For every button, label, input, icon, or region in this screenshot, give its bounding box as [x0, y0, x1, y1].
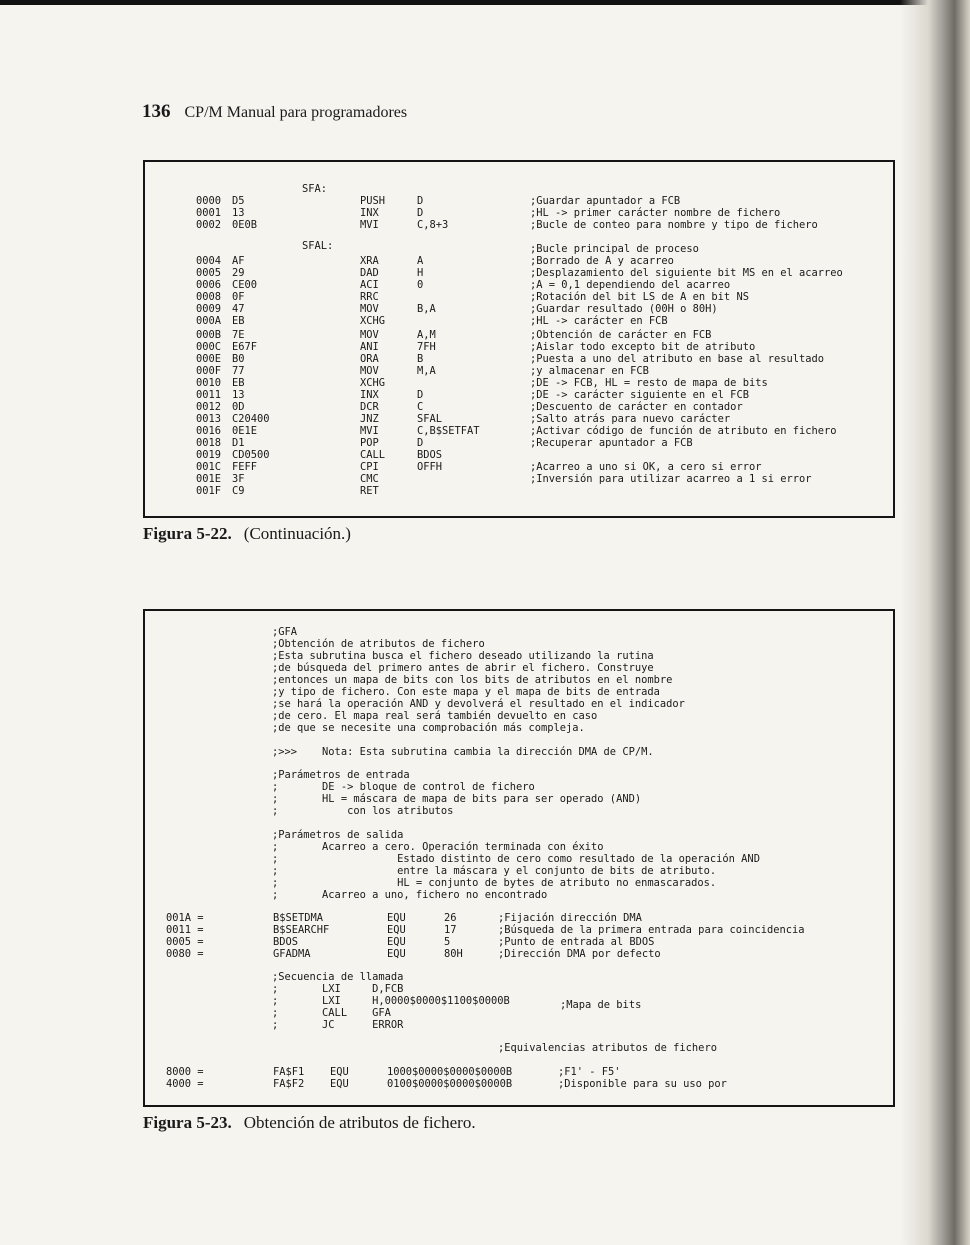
address: 0016 — [196, 425, 222, 437]
address: 0008 — [196, 291, 222, 303]
code-comment: ;de búsqueda del primero antes de abrir el fichero. Construye — [272, 662, 654, 674]
equate-value: 0011 = — [166, 924, 204, 936]
opcode-bytes: 77 — [232, 365, 245, 377]
equate-value: 8000 = — [166, 1066, 204, 1078]
code-comment: ;DE -> carácter siguiente en el FCB — [530, 389, 749, 401]
address: 000F — [196, 365, 222, 377]
opcode-bytes: CE00 — [232, 279, 258, 291]
mnemonic: ACI — [360, 279, 379, 291]
operand: 0 — [417, 279, 424, 291]
code-comment: ;Aislar todo excepto bit de atributo — [530, 341, 756, 353]
code-comment: ;Puesta a uno del atributo en base al resultado — [530, 353, 825, 365]
code-comment: ;Inversión para utilizar acarreo a 1 si error — [530, 473, 812, 485]
mnemonic: PUSH — [360, 195, 386, 207]
code-label: SFA: — [302, 183, 328, 195]
mnemonic: MOV — [360, 329, 379, 341]
figure-caption-text: (Continuación.) — [243, 524, 351, 543]
address: 000C — [196, 341, 222, 353]
code-comment: ; Acarreo a uno, fichero no encontrado — [272, 889, 548, 901]
address: 0012 — [196, 401, 222, 413]
opcode-bytes: B0 — [232, 353, 245, 365]
mnemonic: MVI — [360, 425, 379, 437]
code-comment: ;de que se necesite una comprobación más compleja. — [272, 722, 585, 734]
mnemonic: MOV — [360, 303, 379, 315]
code-comment: ; JC ERROR — [272, 1019, 404, 1031]
code-comment: ;Desplazamiento del siguiente bit MS en el acarreo — [530, 267, 843, 279]
operand: 7FH — [417, 341, 436, 353]
code-comment: ;Obtención de atributos de fichero — [272, 638, 485, 650]
figure-caption-text: Obtención de atributos de fichero. — [243, 1113, 476, 1132]
code-comment: ;Activar código de función de atributo en fichero — [530, 425, 837, 437]
address: 0009 — [196, 303, 222, 315]
operand: 5 — [444, 936, 451, 948]
address: 0019 — [196, 449, 222, 461]
opcode-bytes: CD0500 — [232, 449, 270, 461]
mnemonic: EQU — [387, 948, 406, 960]
opcode-bytes: 0E0B — [232, 219, 258, 231]
code-comment: ; Acarreo a cero. Operación terminada con éxito — [272, 841, 604, 853]
code-comment: ;y almacenar en FCB — [530, 365, 649, 377]
operand: A,M — [417, 329, 436, 341]
code-comment: ;Acarreo a uno si OK, a cero si error — [530, 461, 762, 473]
code-comment: ;se hará la operación AND y devolverá el resultado en el indicador — [272, 698, 685, 710]
address: 001F — [196, 485, 222, 497]
operand: B — [417, 353, 424, 365]
address: 001E — [196, 473, 222, 485]
operand: D — [417, 195, 424, 207]
mnemonic: XCHG — [360, 315, 386, 327]
figure-label: Figura 5-23. — [143, 1113, 232, 1132]
opcode-bytes: 13 — [232, 207, 245, 219]
code-comment: ;Obtención de carácter en FCB — [530, 329, 712, 341]
code-comment: ;Guardar apuntador a FCB — [530, 195, 681, 207]
mnemonic: EQU — [387, 936, 406, 948]
operand: BDOS — [417, 449, 443, 461]
address: 001C — [196, 461, 222, 473]
opcode-bytes: 7E — [232, 329, 245, 341]
operand: A — [417, 255, 424, 267]
code-comment: ;Bucle principal de proceso — [530, 243, 699, 255]
opcode-bytes: 13 — [232, 389, 245, 401]
code-comment: ;>>> Nota: Esta subrutina cambia la dirección DMA de CP/M. — [272, 746, 654, 758]
code-comment: ;Rotación del bit LS de A en bit NS — [530, 291, 749, 303]
operand: H — [417, 267, 424, 279]
mnemonic: ORA — [360, 353, 379, 365]
code-comment: ;Parámetros de salida — [272, 829, 404, 841]
code-comment: ;Secuencia de llamada — [272, 971, 404, 983]
operand: 1000$0000$0000$0000B — [387, 1066, 513, 1078]
code-comment: ; HL = conjunto de bytes de atributo no enmascarados. — [272, 877, 717, 889]
code-comment: ;Equivalencias atributos de fichero — [498, 1042, 717, 1054]
address: 0005 — [196, 267, 222, 279]
code-comment: ;DE -> FCB, HL = resto de mapa de bits — [530, 377, 768, 389]
opcode-bytes: EB — [232, 315, 245, 327]
code-comment: ;Salto atrás para nuevo carácter — [530, 413, 731, 425]
equate-value: 4000 = — [166, 1078, 204, 1090]
code-comment: ; DE -> bloque de control de fichero — [272, 781, 535, 793]
mnemonic: MOV — [360, 365, 379, 377]
symbol-name: GFADMA — [273, 948, 311, 960]
operand: 80H — [444, 948, 463, 960]
code-comment: ;Borrado de A y acarreo — [530, 255, 674, 267]
code-comment: ; LXI D,FCB — [272, 983, 404, 995]
opcode-bytes: D5 — [232, 195, 245, 207]
address: 0004 — [196, 255, 222, 267]
operand: D — [417, 437, 424, 449]
code-comment: ;Parámetros de entrada — [272, 769, 410, 781]
page-header — [142, 101, 407, 123]
figure-5-22-caption — [143, 524, 351, 544]
code-comment: ;Recuperar apuntador a FCB — [530, 437, 693, 449]
code-comment: ;Dirección DMA por defecto — [498, 948, 661, 960]
mnemonic: DAD — [360, 267, 379, 279]
code-comment: ;Guardar resultado (00H o 80H) — [530, 303, 718, 315]
symbol-name: FA$F1 — [273, 1066, 305, 1078]
mnemonic: XCHG — [360, 377, 386, 389]
operand: B,A — [417, 303, 436, 315]
code-comment: ;de cero. El mapa real será también devuelto en caso — [272, 710, 598, 722]
address: 0018 — [196, 437, 222, 449]
opcode-bytes: AF — [232, 255, 245, 267]
code-comment: ; entre la máscara y el conjunto de bits de atributo. — [272, 865, 717, 877]
mnemonic: ANI — [360, 341, 379, 353]
mnemonic: EQU — [387, 924, 406, 936]
equate-value: 0005 = — [166, 936, 204, 948]
code-comment: ;Fijación dirección DMA — [498, 912, 642, 924]
code-label: SFAL: — [302, 240, 334, 252]
address: 000B — [196, 329, 222, 341]
code-comment: ;F1' - F5' — [558, 1066, 621, 1078]
book-gutter-shadow — [900, 0, 970, 1245]
code-comment: ;GFA — [272, 626, 298, 638]
opcode-bytes: 47 — [232, 303, 245, 315]
mnemonic: RRC — [360, 291, 379, 303]
opcode-bytes: C20400 — [232, 413, 270, 425]
code-comment: ; con los atributos — [272, 805, 454, 817]
mnemonic: EQU — [387, 912, 406, 924]
code-comment: ;Mapa de bits — [560, 999, 642, 1011]
operand: 17 — [444, 924, 457, 936]
symbol-name: FA$F2 — [273, 1078, 305, 1090]
operand: OFFH — [417, 461, 443, 473]
mnemonic: CPI — [360, 461, 379, 473]
operand: C,B$SETFAT — [417, 425, 480, 437]
code-comment: ;Punto de entrada al BDOS — [498, 936, 655, 948]
figure-5-23-caption — [143, 1113, 476, 1133]
operand: C,8+3 — [417, 219, 449, 231]
address: 0001 — [196, 207, 222, 219]
code-comment: ;Búsqueda de la primera entrada para coincidencia — [498, 924, 805, 936]
address: 0006 — [196, 279, 222, 291]
code-comment: ; Estado distinto de cero como resultado de la operación AND — [272, 853, 760, 865]
address: 0013 — [196, 413, 222, 425]
symbol-name: BDOS — [273, 936, 299, 948]
mnemonic: EQU — [330, 1078, 349, 1090]
address: 0010 — [196, 377, 222, 389]
code-comment: ;A = 0,1 dependiendo del acarreo — [530, 279, 731, 291]
mnemonic: JNZ — [360, 413, 379, 425]
code-comment: ;Disponible para su uso por — [558, 1078, 727, 1090]
address: 000A — [196, 315, 222, 327]
mnemonic: MVI — [360, 219, 379, 231]
opcode-bytes: EB — [232, 377, 245, 389]
opcode-bytes: FEFF — [232, 461, 258, 473]
code-comment: ;HL -> carácter en FCB — [530, 315, 668, 327]
code-comment: ; HL = máscara de mapa de bits para ser operado (AND) — [272, 793, 642, 805]
mnemonic: DCR — [360, 401, 379, 413]
mnemonic: CMC — [360, 473, 379, 485]
equate-value: 001A = — [166, 912, 204, 924]
top-border — [0, 0, 970, 5]
operand: 26 — [444, 912, 457, 924]
address: 000E — [196, 353, 222, 365]
opcode-bytes: C9 — [232, 485, 245, 497]
opcode-bytes: 3F — [232, 473, 245, 485]
code-comment: ; CALL GFA — [272, 1007, 391, 1019]
mnemonic: EQU — [330, 1066, 349, 1078]
opcode-bytes: 0D — [232, 401, 245, 413]
page-number: 136 — [142, 101, 171, 122]
mnemonic: INX — [360, 389, 379, 401]
code-comment: ;HL -> primer carácter nombre de fichero — [530, 207, 781, 219]
opcode-bytes: 0E1E — [232, 425, 258, 437]
mnemonic: XRA — [360, 255, 379, 267]
operand: 0100$0000$0000$0000B — [387, 1078, 513, 1090]
operand: C — [417, 401, 424, 413]
code-comment: ;y tipo de fichero. Con este mapa y el mapa de bits de entrada — [272, 686, 660, 698]
operand: M,A — [417, 365, 436, 377]
operand: D — [417, 389, 424, 401]
code-comment: ;Bucle de conteo para nombre y tipo de fichero — [530, 219, 818, 231]
symbol-name: B$SEARCHF — [273, 924, 330, 936]
operand: D — [417, 207, 424, 219]
opcode-bytes: E67F — [232, 341, 258, 353]
address: 0011 — [196, 389, 222, 401]
symbol-name: B$SETDMA — [273, 912, 324, 924]
address: 0000 — [196, 195, 222, 207]
mnemonic: CALL — [360, 449, 386, 461]
operand: SFAL — [417, 413, 443, 425]
mnemonic: INX — [360, 207, 379, 219]
code-comment: ; LXI H,0000$0000$1100$0000B — [272, 995, 510, 1007]
equate-value: 0080 = — [166, 948, 204, 960]
opcode-bytes: 29 — [232, 267, 245, 279]
code-comment: ;Esta subrutina busca el fichero deseado utilizando la rutina — [272, 650, 654, 662]
mnemonic: POP — [360, 437, 379, 449]
mnemonic: RET — [360, 485, 379, 497]
figure-label: Figura 5-22. — [143, 524, 232, 543]
code-comment: ;entonces un mapa de bits con los bits de atributos en el nombre — [272, 674, 673, 686]
code-comment: ;Descuento de carácter en contador — [530, 401, 743, 413]
opcode-bytes: 0F — [232, 291, 245, 303]
running-title: CP/M Manual para programadores — [184, 104, 408, 121]
opcode-bytes: D1 — [232, 437, 245, 449]
address: 0002 — [196, 219, 222, 231]
